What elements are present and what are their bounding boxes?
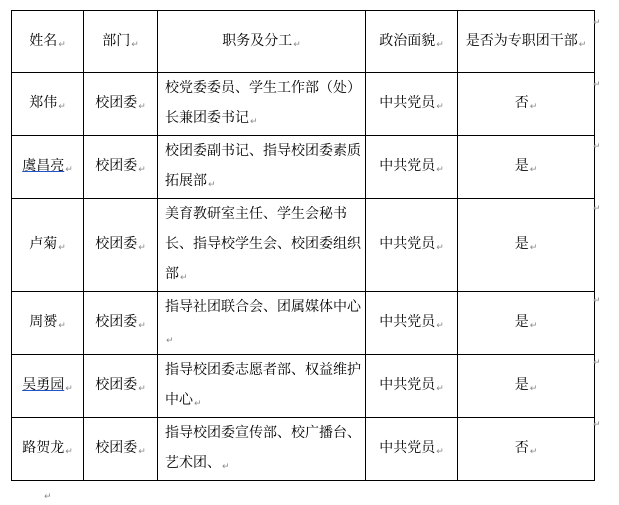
paragraph-mark-icon: ↵ [58,102,66,112]
table-row [12,292,595,355]
political-text: 中共党员 [379,377,436,393]
row-end-mark-icon: ↵ [593,80,601,90]
cell-dept [84,418,158,481]
paragraph-mark-icon: ↵ [436,243,444,253]
row-end-mark-icon: ↵ [593,358,601,368]
cell-role [158,136,366,199]
header-role [158,11,366,73]
dept-text: 校团委 [95,158,138,174]
cell-full-time [458,199,595,292]
role-text: 指导校团委宣传部、校广播台、艺术团、 [165,425,361,471]
paragraph-mark-icon: ↵ [222,462,230,472]
cell-full-time [458,292,595,355]
cell-name [12,73,84,136]
paragraph-mark-icon: ↵ [436,384,444,394]
paragraph-mark-icon: ↵ [138,243,146,253]
dept-text: 校团委 [95,440,138,456]
cell-political [366,292,458,355]
dept-text: 校团委 [95,314,138,330]
paragraph-mark-icon: ↵ [138,165,146,175]
paragraph-mark-icon: ↵ [529,165,538,175]
political-text: 中共党员 [379,95,436,111]
header-full-time-text: 是否为专职团干部 [465,32,578,49]
header-name [12,11,84,73]
cell-political [366,418,458,481]
cell-name [12,355,84,418]
paragraph-mark-icon: ↵ [166,336,174,346]
paragraph-mark-icon: ↵ [131,39,139,50]
paragraph-mark-icon: ↵ [180,273,188,283]
paragraph-mark-icon: ↵ [58,39,66,50]
cell-role [158,199,366,292]
paragraph-mark-icon: ↵ [208,180,216,190]
table-row [12,136,595,199]
name-text: 吴勇园 [22,377,65,393]
table-row [12,355,595,418]
name-text: 虞昌亮 [22,158,65,174]
full-time-text: 是 [514,236,529,252]
full-time-text: 是 [514,314,529,330]
staff-table [11,10,595,481]
paragraph-mark-icon: ↵ [293,39,301,50]
paragraph-mark-icon: ↵ [436,165,444,175]
paragraph-mark-icon: ↵ [138,384,146,394]
cell-full-time [458,136,595,199]
paragraph-mark-icon: ↵ [578,39,587,50]
row-end-mark-icon: ↵ [593,296,601,306]
paragraph-mark-icon: ↵ [138,102,146,112]
paragraph-mark-icon: ↵ [436,447,444,457]
political-text: 中共党员 [379,440,436,456]
dept-text: 校团委 [95,236,138,252]
paragraph-mark-icon: ↵ [250,117,258,127]
political-text: 中共党员 [379,314,436,330]
cell-dept [84,355,158,418]
paragraph-mark-icon: ↵ [138,447,146,457]
header-name-text: 姓名 [29,32,58,49]
cell-dept [84,73,158,136]
cell-name [12,292,84,355]
cell-full-time [458,418,595,481]
full-time-text: 是 [514,377,529,393]
paragraph-mark-icon: ↵ [65,384,73,394]
paragraph-mark-icon: ↵ [65,447,73,457]
row-end-mark-icon: ↵ [593,18,601,28]
header-dept [84,11,158,73]
table-row [12,199,595,292]
cell-name [12,418,84,481]
paragraph-mark-icon: ↵ [138,321,146,331]
paragraph-end-mark-icon: ↵ [44,492,52,502]
paragraph-mark-icon: ↵ [58,321,66,331]
name-text: 路贺龙 [22,440,65,456]
table-row [12,418,595,481]
cell-full-time [458,73,595,136]
dept-text: 校团委 [95,377,138,393]
row-end-mark-icon: ↵ [593,420,601,430]
paragraph-mark-icon: ↵ [529,102,538,112]
cell-dept [84,199,158,292]
role-text: 校团委副书记、指导校团委素质拓展部 [165,143,361,189]
paragraph-mark-icon: ↵ [58,243,66,253]
political-text: 中共党员 [379,158,436,174]
dept-text: 校团委 [95,95,138,111]
name-text: 郑伟 [29,95,58,111]
cell-dept [84,292,158,355]
table-header-row [12,11,595,73]
cell-role [158,355,366,418]
role-text: 美育教研室主任、学生会秘书长、指导校学生会、校团委组织部 [165,206,361,282]
paragraph-mark-icon: ↵ [529,384,538,394]
paragraph-mark-icon: ↵ [529,447,538,457]
header-political-text: 政治面貌 [379,32,436,49]
paragraph-mark-icon: ↵ [194,399,202,409]
cell-political [366,136,458,199]
cell-role [158,418,366,481]
row-end-mark-icon: ↵ [593,204,601,214]
paragraph-mark-icon: ↵ [529,321,538,331]
full-time-text: 否 [514,440,529,456]
table-row [12,73,595,136]
header-dept-text: 部门 [102,32,131,49]
cell-dept [84,136,158,199]
full-time-text: 否 [514,95,529,111]
cell-name [12,136,84,199]
paragraph-mark-icon: ↵ [436,102,444,112]
cell-political [366,355,458,418]
name-text: 卢菊 [29,236,58,252]
name-text: 周赟 [29,314,58,330]
paragraph-mark-icon: ↵ [65,165,73,175]
cell-role [158,292,366,355]
cell-name [12,199,84,292]
paragraph-mark-icon: ↵ [436,321,444,331]
header-full-time [458,11,595,73]
role-text: 指导社团联合会、团属媒体中心 [165,299,361,315]
header-political [366,11,458,73]
paragraph-mark-icon: ↵ [436,39,444,50]
header-role-text: 职务及分工 [222,32,293,49]
role-text: 指导校团委志愿者部、权益维护中心 [165,362,361,408]
cell-political [366,73,458,136]
row-end-mark-icon: ↵ [593,142,601,152]
paragraph-mark-icon: ↵ [529,243,538,253]
role-text: 校党委委员、学生工作部（处）长兼团委书记 [165,80,361,126]
full-time-text: 是 [514,158,529,174]
cell-political [366,199,458,292]
cell-full-time [458,355,595,418]
cell-role [158,73,366,136]
political-text: 中共党员 [379,236,436,252]
